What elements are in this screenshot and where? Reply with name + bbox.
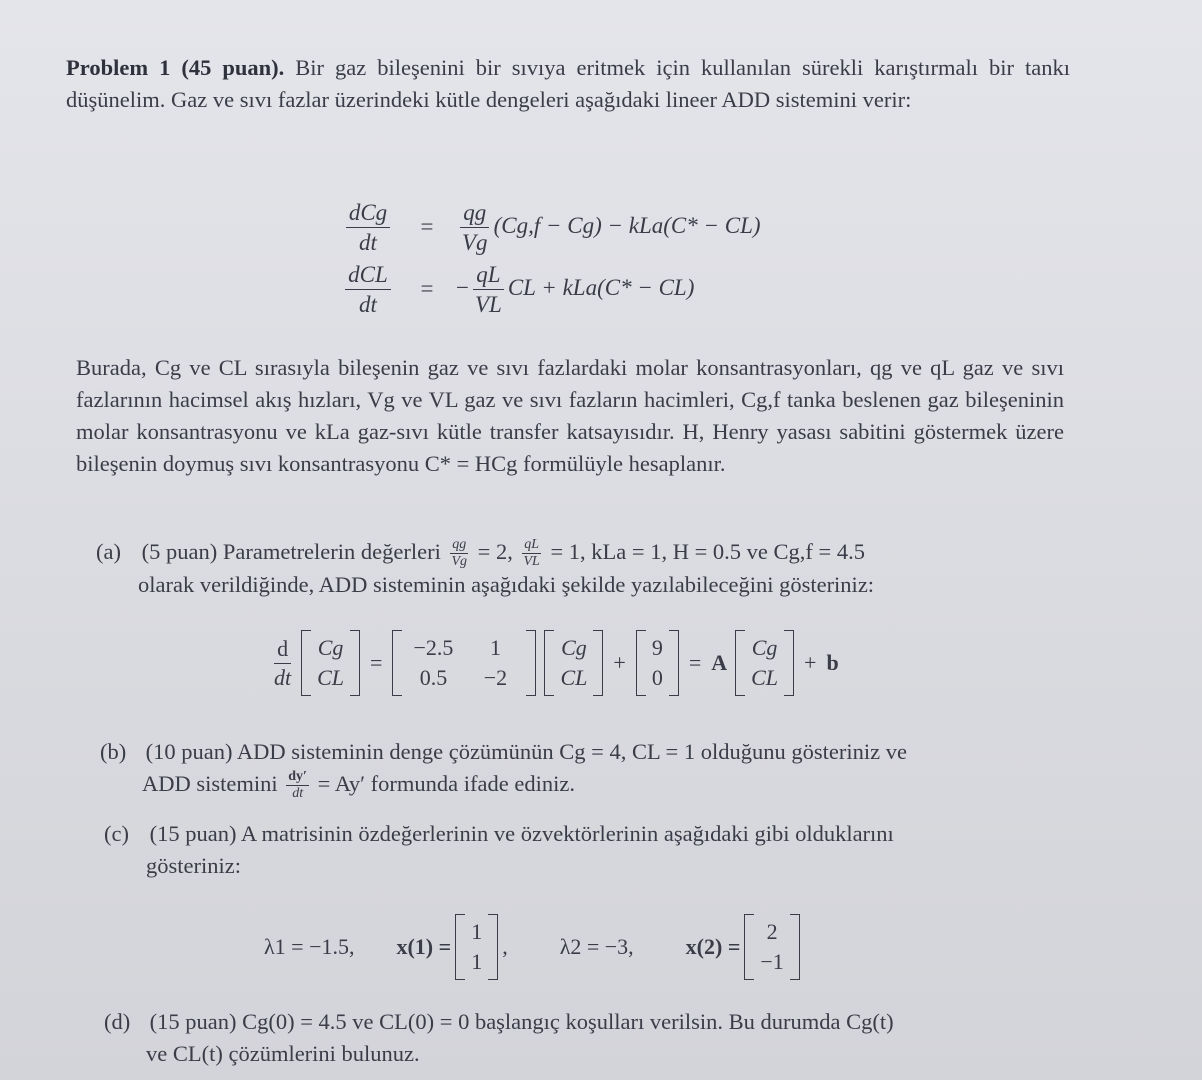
ode-liquid-equation: $\frac{\text{dCL}}{dt}$ = − $\frac{qL}{VL}$ CL + kLa(C* − CL) — [338, 258, 761, 320]
ode-system — [338, 196, 761, 320]
matrix-a-symbol: A — [711, 650, 728, 675]
part-d: (d) (15 puan) Cg(0) = 4.5 ve CL(0) = 0 başlangıç koşulları verilsin. Bu durumda Cg(t) ve CL(t) çözümlerini bulunuz. — [104, 1006, 1054, 1070]
matrix-equation: $\frac{d}{dt}$ Cg CL = −2.5 1 0.5 −2 Cg CL + 9 0 = A Cg CL + b — [268, 630, 843, 696]
ql-vl-fraction: $\frac{qL}{VL}$ — [474, 261, 502, 317]
part-a-line2: olarak verildiğinde, ADD sisteminin aşağıdaki şekilde yazılabileceğini gösteriniz: — [138, 572, 875, 598]
gas-rhs: $\frac{qg}{Vg}$ (Cg,f − Cg) − kLa(C* − CL) — [456, 201, 761, 254]
lambda2: λ2 = −3, — [559, 934, 634, 959]
state-vector-3: Cg CL — [735, 630, 794, 696]
ql-vl-small-fraction: $\frac{qL}{VL}$ — [523, 537, 540, 570]
d-dt-operator: $\frac{d}{dt}$ — [274, 635, 292, 690]
dcl-dt-fraction: $\frac{\text{dCL}}{dt}$ — [345, 263, 391, 316]
dy-dt-fraction: $\frac{dy'}{dt}$ — [288, 769, 307, 802]
problem-intro — [66, 52, 1070, 116]
state-vector: Cg CL — [301, 630, 360, 696]
part-a-label: (a) — [96, 539, 121, 564]
ode-gas-equation: $\frac{\text{dCg}}{dt}$ = $\frac{qg}{Vg}$ (Cg,f − Cg) − kLa(C* − CL) — [338, 196, 761, 258]
variable-description: Burada, Cg ve CL sırasıyla bileşenin gaz ve sıvı fazlardaki molar konsantrasyonları, qg ve qL gaz ve sıvı fazlarının hacimsel akış hızları, Vg ve VL gaz ve sıvı fazların hacimleri, Cg,f tanka beslenen gaz bileşeninin molar konsantrasyonu ve kLa gaz-sıvı kütle transfer katsayısıdır. H, Henry yasası sabitini göstermek üzere bileşenin doymuş sıvı konsantrasyonu C* = HCg formülüyle hesaplanır. — [76, 355, 1064, 476]
problem-title: Problem 1 (45 puan). — [66, 55, 285, 80]
state-vector-2: Cg CL — [544, 630, 603, 696]
x1-label: x(1) = — [396, 934, 452, 959]
qg-vg-small-fraction: $\frac{qg}{Vg}$ — [451, 537, 468, 570]
lambda1: λ1 = −1.5, — [264, 934, 355, 959]
part-b: (b) (10 puan) ADD sisteminin denge çözümünün Cg = 4, CL = 1 olduğunu gösteriniz ve ADD sistemini $\frac{dy'}{dt}$ = Ay′ formunda ifade ediniz. — [100, 736, 1060, 801]
part-b-label: (b) — [100, 739, 127, 764]
x2-label: x(2) = — [685, 934, 741, 959]
coefficient-matrix: −2.5 1 0.5 −2 — [392, 630, 536, 696]
eigenvector-2: 2 −1 — [744, 914, 799, 980]
intro-text: Bir gaz bileşenini bir sıvıya eritmek için kullanılan sürekli karıştırmalı bir tankı düşünelim. Gaz ve sıvı fazlar üzerindeki kütle dengeleri aşağıdaki lineer ADD sistemini verir: — [66, 55, 1071, 112]
part-a: (a) (5 puan) Parametrelerin değerleri $\frac{qg}{Vg}$ = 2, $\frac{qL}{VL}$ = 1, kLa = 1, H = 0.5 ve Cg,f = 4.5 olarak verildiğinde, ADD sisteminin aşağıdaki şekilde yazılabileceğini gösteriniz: — [96, 536, 1064, 601]
eigen-results: λ1 = −1.5, x(1) = 1 1 , λ2 = −3, x(2) = 2 −1 — [264, 914, 804, 980]
liquid-rhs: − $\frac{qL}{VL}$ CL + kLa(C* − CL) — [456, 261, 695, 317]
part-c: (c) (15 puan) A matrisinin özdeğerlerinin ve özvektörlerinin aşağıdaki gibi olduklarını gösteriniz: — [104, 818, 1054, 882]
qg-vg-fraction: $\frac{qg}{Vg}$ — [462, 199, 488, 255]
dcg-dt-fraction: $\frac{\text{dCg}}{dt}$ — [346, 201, 390, 254]
constant-vector: 9 0 — [636, 630, 679, 696]
part-d-label: (d) — [104, 1009, 131, 1034]
part-c-label: (c) — [104, 821, 129, 846]
eigenvector-1: 1 1 — [455, 914, 498, 980]
vector-b-symbol: b — [826, 650, 839, 675]
